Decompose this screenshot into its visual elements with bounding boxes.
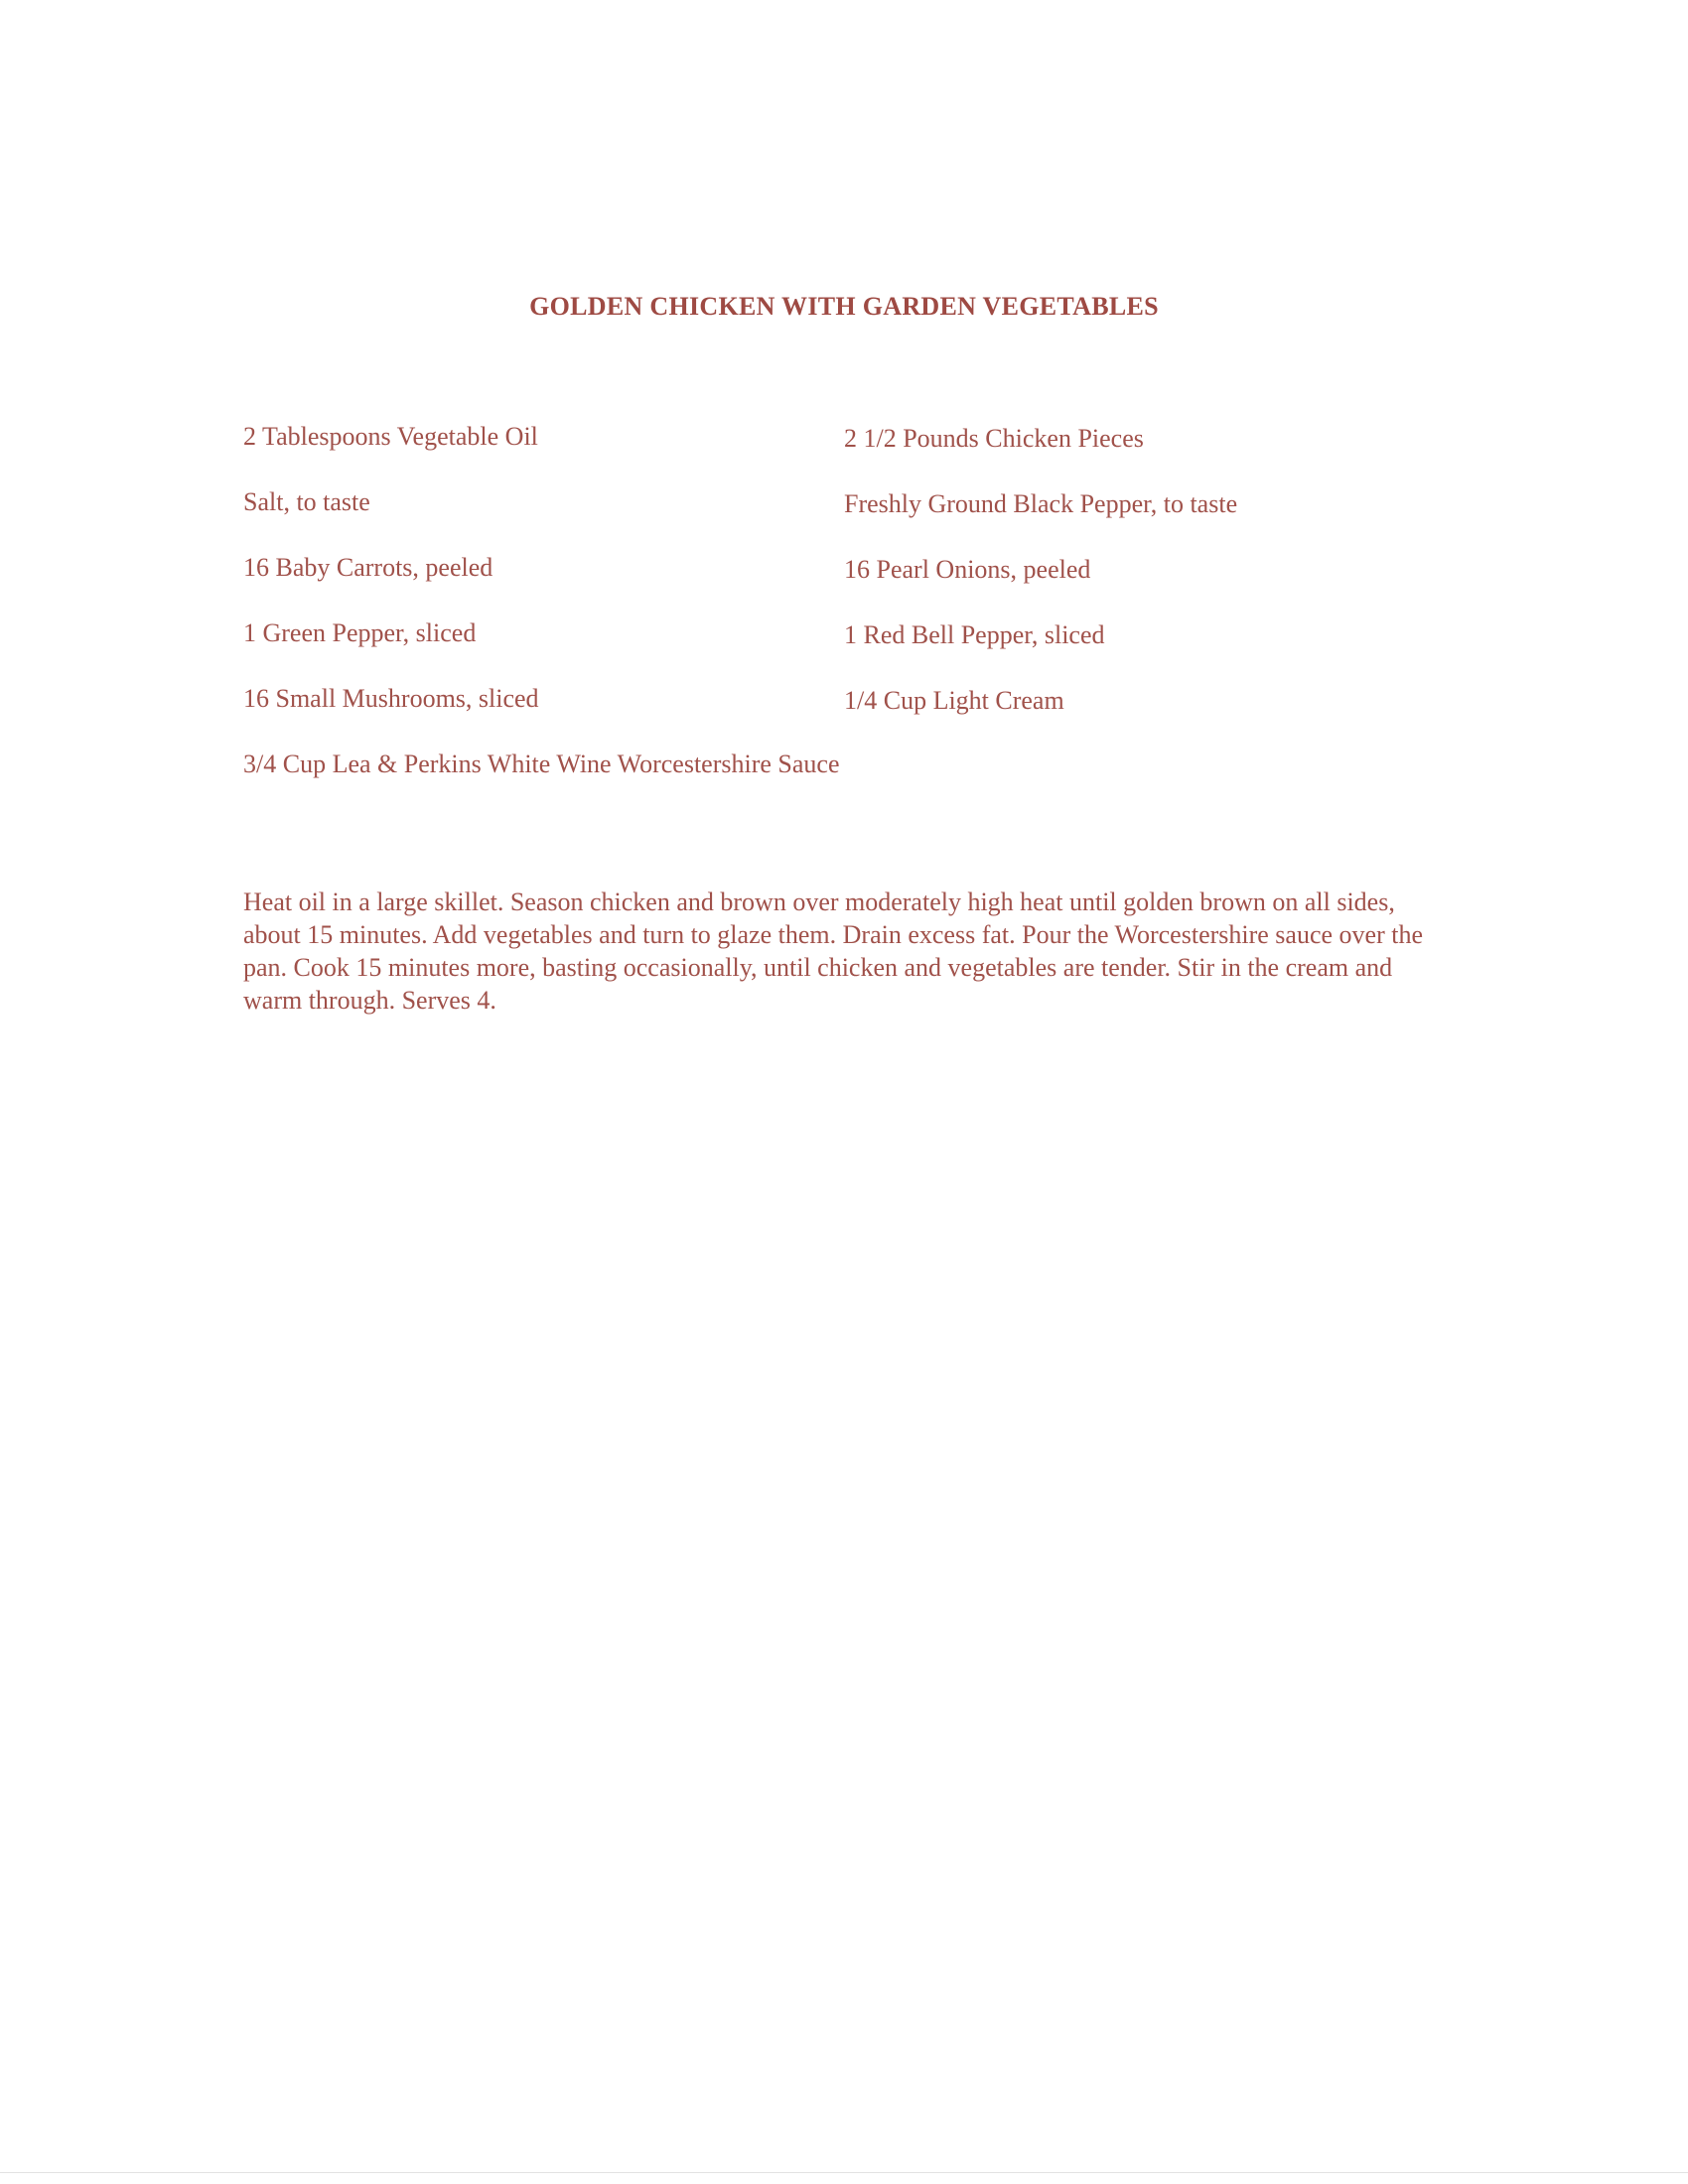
ingredient-item: 2 Tablespoons Vegetable Oil xyxy=(243,422,538,451)
ingredient-row xyxy=(243,487,1435,553)
recipe-title: GOLDEN CHICKEN WITH GARDEN VEGETABLES xyxy=(529,292,1159,321)
ingredient-item: 1 Green Pepper, sliced xyxy=(243,618,477,647)
ingredient-row xyxy=(243,618,1435,684)
ingredient-row xyxy=(243,553,1435,618)
ingredient-item: 16 Pearl Onions, peeled xyxy=(844,555,1091,584)
ingredient-row xyxy=(243,422,1435,487)
ingredient-item: 1/4 Cup Light Cream xyxy=(844,686,1064,715)
ingredient-item: Salt, to taste xyxy=(243,487,370,516)
ingredient-item: 16 Small Mushrooms, sliced xyxy=(243,684,539,713)
ingredient-item: 2 1/2 Pounds Chicken Pieces xyxy=(844,424,1144,453)
ingredient-item: 1 Red Bell Pepper, sliced xyxy=(844,620,1105,649)
ingredient-row xyxy=(243,684,1435,750)
page-edge-divider xyxy=(0,2172,1688,2173)
ingredient-item: 16 Baby Carrots, peeled xyxy=(243,553,493,582)
ingredient-row xyxy=(243,750,1435,815)
ingredient-item: 3/4 Cup Lea & Perkins White Wine Worcestershire Sauce xyxy=(243,750,840,778)
recipe-directions: Heat oil in a large skillet. Season chicken and brown over moderately high heat until golden brown on all sides, about 15 minutes. Add vegetables and turn to glaze them. Drain excess fat. Pour the Worcestershire sauce over the pan. Cook 15 minutes more, basting occasionally, until chicken and vegetables are tender. Stir in the cream and warm through. Serves 4. xyxy=(243,887,1424,1015)
ingredients-list xyxy=(243,422,1435,815)
ingredient-item: Freshly Ground Black Pepper, to taste xyxy=(844,489,1238,518)
